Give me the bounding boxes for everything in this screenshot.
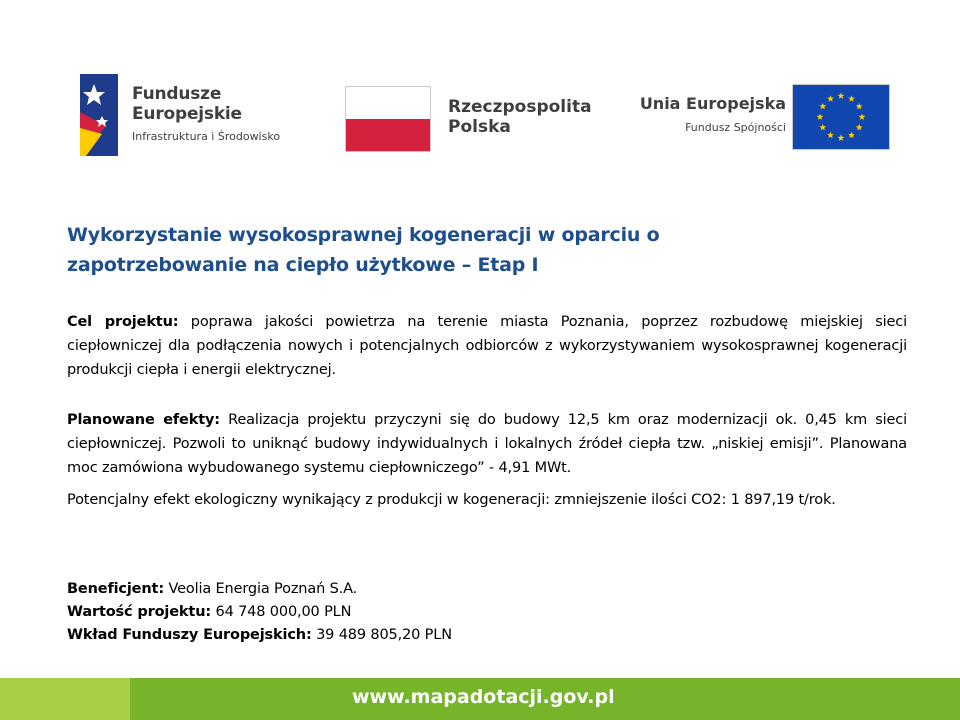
project-value-label: Wartość projektu: (67, 604, 212, 620)
footer-bar (0, 678, 960, 720)
project-value-row (67, 601, 452, 624)
ecological-effect: Potencjalny efekt ekologiczny wynikający z produkcji w kogeneracji: zmniejszenie ilości CO2: 1 897,19 t/rok. (67, 492, 836, 508)
beneficiary-value: Veolia Energia Poznań S.A. (168, 581, 358, 597)
funds-logo-text (132, 84, 280, 143)
eu-star-icon (817, 113, 824, 120)
project-goal (67, 310, 907, 382)
project-goal-label: Cel projektu: (67, 314, 179, 330)
eu-logo-line1: Unia Europejska (639, 94, 786, 113)
eu-star-icon (838, 134, 845, 141)
eu-star-icon (827, 132, 834, 139)
project-title: Wykorzystanie wysokosprawnej kogeneracji w oparciu o zapotrzebowanie na ciepło użytkowe – Etap I (67, 224, 660, 276)
footer-accent-left (0, 678, 130, 720)
project-facts (67, 578, 452, 647)
poland-flag-icon (345, 86, 431, 152)
eu-logo-fund: Fundusz Spójności (685, 121, 786, 134)
poland-logo (345, 86, 605, 152)
eu-star-icon (859, 113, 866, 120)
planned-effects-text: Realizacja projektu przyczyni się do budowy 12,5 km oraz modernizacji ok. 0,45 km sieci ciepłowniczej. Pozwoli to uniknąć budowy indywidualnych i lokalnych źródeł ciepła tzw. „niskiej emisji”. Planowana moc zamówiona wybudowanego systemu ciepłowniczego” - 4,91 MWt. (67, 412, 907, 476)
eu-logo (640, 84, 890, 150)
eu-stars-icon (793, 85, 889, 149)
eu-star-icon (848, 95, 855, 102)
beneficiary-row (67, 578, 452, 601)
eu-star-icon (848, 132, 855, 139)
funds-star-mark-icon (72, 72, 128, 158)
funds-logo-program: Infrastruktura i Środowisko (132, 130, 281, 143)
eu-star-icon (856, 103, 863, 110)
beneficiary-label: Beneficjent: (67, 581, 164, 597)
eu-star-icon (838, 92, 845, 99)
eu-contribution-label: Wkład Funduszy Europejskich: (67, 627, 312, 643)
footer-website-link[interactable]: www.mapadotacji.gov.pl (352, 686, 615, 708)
eu-contribution-row (67, 624, 452, 647)
poland-logo-text (448, 97, 592, 137)
planned-effects (67, 408, 907, 480)
funds-logo-line1: Fundusze (132, 84, 222, 104)
eu-contribution-amount: 39 489 805,20 PLN (316, 627, 452, 643)
funds-logo (72, 72, 302, 158)
planned-effects-label: Planowane efekty: (67, 412, 220, 428)
eu-flag-icon (792, 84, 890, 150)
eu-star-icon (827, 95, 834, 102)
eu-star-icon (819, 124, 826, 131)
eu-star-icon (856, 124, 863, 131)
project-value-amount: 64 748 000,00 PLN (215, 604, 352, 620)
poland-logo-line2: Polska (448, 117, 511, 137)
project-goal-text: poprawa jakości powietrza na terenie miasta Poznania, poprzez rozbudowę miejskiej sieci ciepłowniczej dla podłączenia nowych i potencjalnych odbiorców z wykorzystywaniem wysokosprawnej kogeneracji produkcji ciepła i energii elektrycznej. (67, 314, 907, 378)
eu-logo-text (640, 94, 786, 134)
funds-logo-line2: Europejskie (132, 104, 242, 124)
eu-star-icon (819, 103, 826, 110)
poland-logo-line1: Rzeczpospolita (448, 97, 592, 117)
